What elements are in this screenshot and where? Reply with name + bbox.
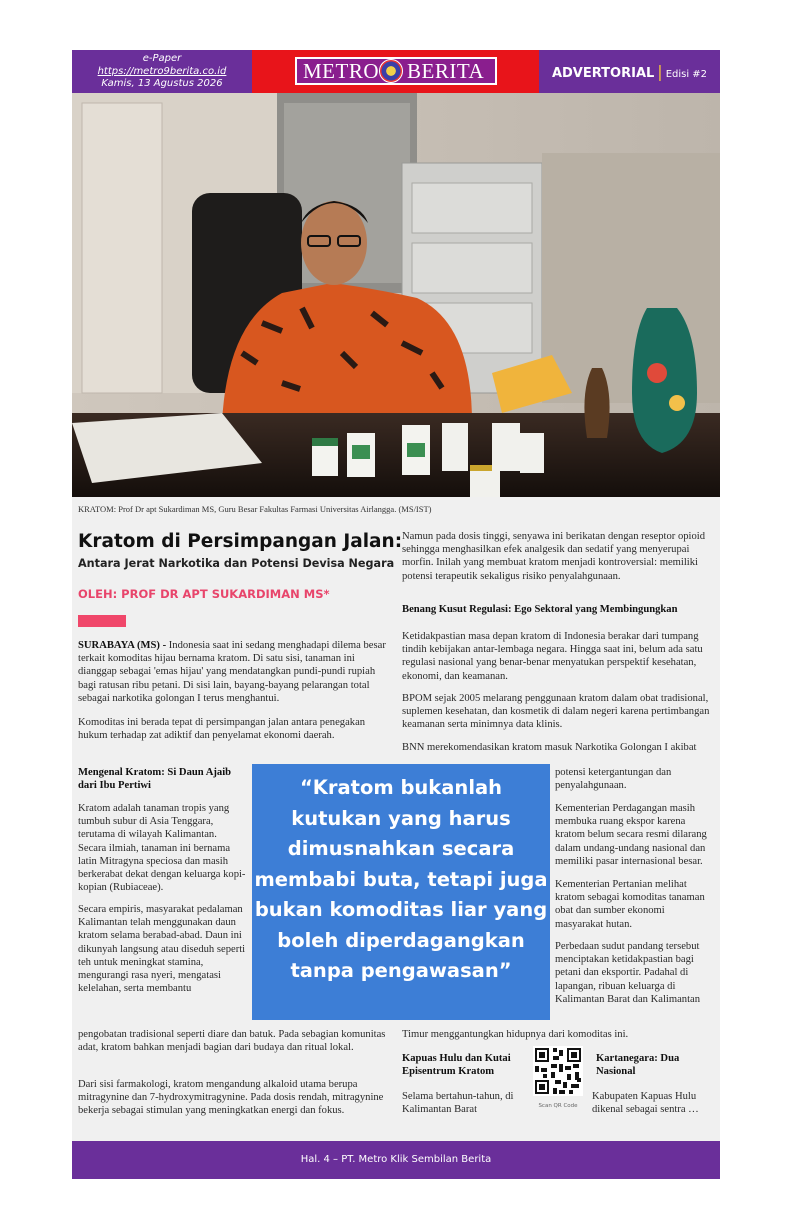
- subheading-mengenal: Mengenal Kratom: Si Daun Ajaib dari Ibu Pertiwi: [78, 767, 232, 792]
- photo-caption: KRATOM: Prof Dr apt Sukardiman MS, Guru Besar Fakultas Farmasi Universitas Airlangga. (MS/IST): [78, 504, 432, 514]
- epaper-label: e-Paper: [142, 53, 182, 64]
- metro-berita-logo: [295, 57, 497, 85]
- masthead-info: [72, 50, 252, 93]
- section-label: ADVERTORIAL | Edisi #2: [539, 50, 720, 93]
- site-url-link[interactable]: https://metro9berita.co.id: [97, 65, 227, 77]
- bottom-right-paragraph-3: Kabupaten Kapuas Hulu dikenal sebagai sentra …: [592, 1091, 699, 1116]
- page-footer: Hal. 4 – PT. Metro Klik Sembilan Berita: [72, 1141, 720, 1179]
- logo-word-right: BERITA: [407, 59, 485, 83]
- article-photo: [72, 93, 720, 497]
- lead-paragraph: SURABAYA (MS) - Indonesia saat ini sedang menghadapi dilema besar terkait komoditas hijau bernama kratom. Di satu sisi, tanaman ini dianggap sebagai 'emas hijau' yang mendatangkan pundi-pundi rupiah bagi ratusan ribu petani. Di sisi lain, bayang-bayang pelarangan total sebagai narkotika golongan I terus menghantui.: [78, 640, 386, 704]
- bottom-left-paragraph-2: Dari sisi farmakologi, kratom mengandung alkaloid utama berupa mitragynine dan 7-hydroxymitragynine. Pada dosis rendah, mitragynine bekerja sebagai stimulan yang meningkatkan energi dan fokus.: [78, 1079, 384, 1117]
- side-paragraph-1: potensi ketergantungan dan penyalahgunaan.: [555, 767, 672, 792]
- side-paragraph-4: Perbedaan sudut pandang tersebut menciptakan ketidakpastian bagi petani dan eksportir. Padahal di lapangan, ribuan keluarga di Kalimantan Barat dan Kalimantan: [555, 941, 701, 1005]
- side-paragraph-3: Kementerian Pertanian melihat kratom sebagai komoditas tanaman obat dan sumber ekonomi masyarakat hutan.: [555, 879, 705, 930]
- right-paragraph-2: Ketidakpastian masa depan kratom di Indonesia berakar dari tumpang tindih kebijakan antar-lembaga negara. Hingga saat ini, belum ada satu regulasi nasional yang benar-benar menyatukan perspektif kesehatan, ekonomi, dan keamanan.: [402, 631, 703, 682]
- subheading-regulation: Benang Kusut Regulasi: Ego Sektoral yang Membingungkan: [402, 604, 678, 615]
- masthead-logo-area: [252, 50, 539, 93]
- section-name: ADVERTORIAL: [551, 66, 655, 81]
- side-paragraph-2: Kementerian Perdagangan masih membuka ruang ekspor karena kratom belum secara resmi dilarang dalam undang-undang nasional dan memiliki pasar internasional besar.: [555, 803, 707, 867]
- bottom-right-paragraph-1: Timur menggantungkan hidupnya dari komoditas ini.: [402, 1029, 629, 1040]
- masthead: [72, 50, 720, 93]
- byline-accent-bar: [78, 615, 126, 627]
- edition-number: Edisi #2: [665, 69, 708, 80]
- right-paragraph-4: BNN merekomendasikan kratom masuk Narkotika Golongan I akibat: [402, 742, 697, 753]
- qr-code-label: Scan QR Code: [538, 1103, 578, 1109]
- newspaper-page: [72, 50, 720, 1179]
- bottom-left-paragraph-1: pengobatan tradisional seperti diare dan batuk. Pada sebagian komunitas adat, kratom bahkan menjadi bagian dari budaya dan ritual lokal.: [78, 1029, 386, 1054]
- pull-quote: “Kratom bukanlah kutukan yang harus dimusnahkan secara membabi buta, tetapi juga bukan komoditas liar yang boleh diperdagangkan tanpa pengawasan”: [252, 764, 550, 1020]
- subheading-kapuas: Kapuas Hulu dan Kutai Episentrum Kratom: [402, 1053, 511, 1078]
- left-paragraph-1: Kratom adalah tanaman tropis yang tumbuh subur di Asia Tenggara, terutama di wilayah Kalimantan. Secara ilmiah, tanaman ini bernama latin Mitragyna speciosa dan masih berkerabat dekat dengan keluarga kopi-kopian (Rubiaceae).: [78, 803, 246, 894]
- paragraph-2: Komoditas ini berada tepat di persimpangan jalan antara penegakan hukum terhadap zat adiktif dan penyelamat ekonomi daerah.: [78, 717, 366, 742]
- left-paragraph-2: Secara empiris, masyarakat pedalaman Kalimantan telah menggunakan daun kratom selama berabad-abad. Daun ini dikunyah langsung atau diseduh seperti teh untuk meningkat stamina, mengurangi rasa nyeri, mengatasi kelelahan, serta membantu: [78, 904, 246, 995]
- issue-date: Kamis, 13 Agustus 2026: [101, 78, 223, 89]
- right-paragraph-1: Namun pada dosis tinggi, senyawa ini berikatan dengan reseptor opioid sehingga menghasilkan efek analgesik dan sedatif yang menyerupai morfin. Inilah yang membuat kratom menjadi kontroversial: memiliki potensi terapeutik sekaligus risiko penyalahgunaan.: [402, 531, 706, 582]
- headline: Kratom di Persimpangan Jalan:: [78, 531, 403, 552]
- bottom-right-paragraph-2: Selama bertahun-tahun, di Kalimantan Barat: [402, 1091, 514, 1116]
- byline: OLEH: PROF DR APT SUKARDIMAN MS*: [78, 587, 330, 601]
- logo-emblem-icon: [379, 59, 403, 83]
- logo-word-left: METRO: [303, 59, 379, 83]
- qr-code-icon[interactable]: [533, 1046, 583, 1096]
- dateline: SURABAYA (MS) -: [78, 640, 167, 651]
- right-paragraph-3: BPOM sejak 2005 melarang penggunaan kratom dalam obat tradisional, suplemen kesehatan, dan kosmetik di dalam negeri karena pertimbangan keamanan serta minimnya data klinis.: [402, 693, 710, 731]
- subheadline: Antara Jerat Narkotika dan Potensi Devisa Negara: [78, 557, 395, 570]
- subheading-kartanegara: Kartanegara: Dua Nasional: [596, 1053, 680, 1078]
